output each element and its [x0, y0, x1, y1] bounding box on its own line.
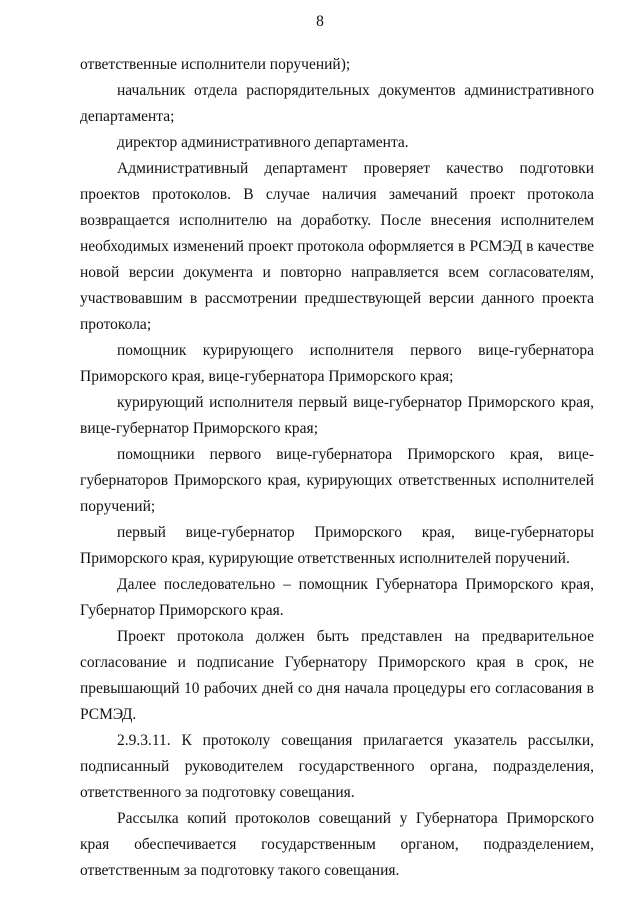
paragraph-assistant-first-vice-governor: помощник курирующего исполнителя первого вице-губернатора Приморского края, вице-губернатора Приморского края;	[80, 342, 594, 385]
paragraph-supervising-first-vice-governor: курирующий исполнителя первый вице-губернатор Приморского края, вице-губернатор Приморского края;	[80, 394, 594, 437]
paragraph-head-of-division: начальник отдела распорядительных документов административного департамента;	[80, 82, 594, 125]
paragraph-distribution: Рассылка копий протоколов совещаний у Губернатора Приморского края обеспечивается государственным органом, подразделением, ответственным за подготовку такого совещания.	[80, 810, 594, 879]
paragraph-continuation: ответственные исполнители поручений);	[80, 56, 351, 73]
paragraph-assistants-vice-governors: помощники первого вице-губернатора Приморского края, вице-губернаторов Приморского края, курирующих ответственных исполнителей поручений;	[80, 446, 594, 515]
document-body	[80, 52, 594, 884]
paragraph-director: директор административного департамента.	[117, 134, 409, 151]
paragraph-first-vice-governor-list: первый вице-губернатор Приморского края, вице-губернаторы Приморского края, курирующие ответственных исполнителей поручений.	[80, 524, 594, 567]
paragraph-governor-sequence: Далее последовательно – помощник Губернатора Приморского края, Губернатор Приморского края.	[80, 576, 594, 619]
paragraph-quality-check: Административный департамент проверяет качество подготовки проектов протоколов. В случае наличия замечаний проект протокола возвращается исполнителю на доработку. После внесения исполнителем необходимых изменений проект протокола оформляется в РСМЭД в качестве новой версии документа и повторно направляется всем согласователям, участвовавшим в рассмотрении предшествующей версии данного проекта протокола;	[80, 160, 594, 333]
paragraph-section-2-9-3-11: 2.9.3.11. К протоколу совещания прилагается указатель рассылки, подписанный руководителем государственного органа, подразделения, ответственного за подготовку совещания.	[80, 732, 594, 801]
page-number: 8	[316, 13, 324, 30]
paragraph-deadline: Проект протокола должен быть представлен на предварительное согласование и подписание Губернатору Приморского края в срок, не превышающий 10 рабочих дней со дня начала процедуры его согласования в РСМЭД.	[80, 628, 594, 723]
